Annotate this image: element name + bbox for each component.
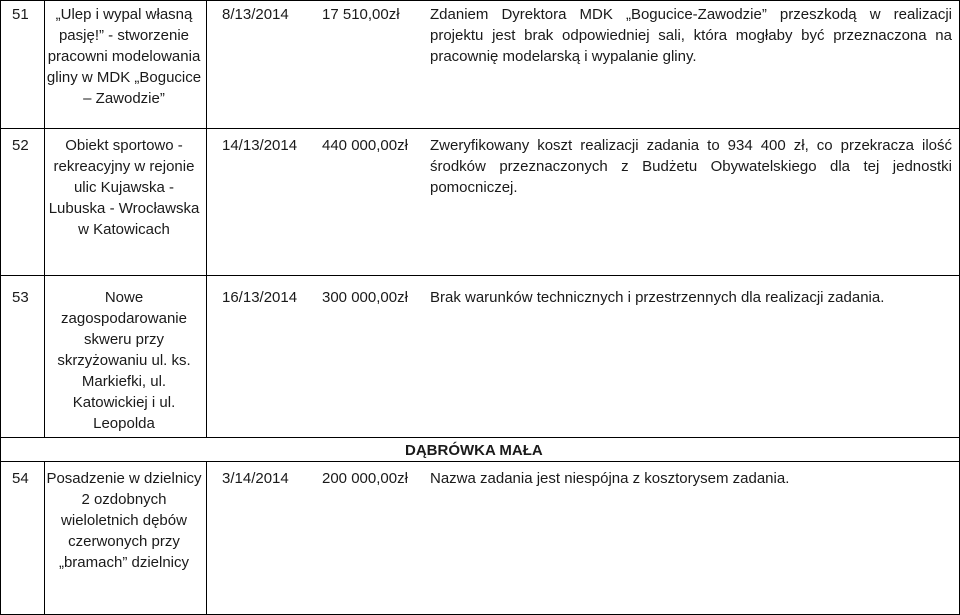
column-divider (206, 461, 207, 615)
row-divider (0, 437, 960, 438)
task-identifier: 3/14/2014 (222, 470, 289, 487)
row-divider (0, 275, 960, 276)
row-divider (0, 461, 960, 462)
task-amount: 300 000,00zł (322, 289, 408, 306)
row-divider (0, 128, 960, 129)
task-amount: 200 000,00zł (322, 470, 408, 487)
rejection-justification: Nazwa zadania jest niespójna z kosztorysem zadania. (430, 470, 790, 487)
rejection-justification: Zdaniem Dyrektora MDK „Bogucice-Zawodzie” przeszkodą w realizacji projektu jest brak odpowiedniej sali, która mogłaby być przeznaczona na pracownię modelarską i wypalanie gliny. (430, 6, 952, 65)
district-section-header: DĄBRÓWKA MAŁA (405, 442, 543, 459)
task-name: Obiekt sportowo - rekreacyjny w rejonie ulic Kujawska - Lubuska - Wrocławska w Katowicach (48, 137, 200, 238)
task-name: Posadzenie w dzielnicy 2 ozdobnych wieloletnich dębów czerwonych przy „bramach” dzielnicy (46, 470, 202, 571)
table-border-top (0, 0, 960, 1)
task-name: „Ulep i wypal własną pasję!” - stworzenie pracowni modelowania gliny w MDK „Bogucice – Zawodzie” (46, 6, 202, 107)
row-number: 53 (12, 289, 29, 306)
task-amount: 440 000,00zł (322, 137, 408, 154)
row-number: 51 (12, 6, 29, 23)
row-number: 52 (12, 137, 29, 154)
column-divider (44, 461, 45, 615)
rejection-justification: Brak warunków technicznych i przestrzennych dla realizacji zadania. (430, 289, 885, 306)
task-identifier: 16/13/2014 (222, 289, 298, 306)
column-divider (44, 0, 45, 437)
table-border-left (0, 0, 1, 615)
row-number: 54 (12, 470, 29, 487)
task-amount: 17 510,00zł (322, 6, 400, 23)
task-name: Nowe zagospodarowanie skweru przy skrzyżowaniu ul. ks. Markiefki, ul. Katowickiej i ul. Leopolda (57, 289, 191, 432)
rejection-justification: Zweryfikowany koszt realizacji zadania to 934 400 zł, co przekracza ilość środków przeznaczonych z Budżetu Obywatelskiego dla tej jednostki pomocniczej. (430, 137, 952, 196)
task-identifier: 8/13/2014 (222, 6, 289, 23)
column-divider (206, 0, 207, 437)
task-identifier: 14/13/2014 (222, 137, 298, 154)
